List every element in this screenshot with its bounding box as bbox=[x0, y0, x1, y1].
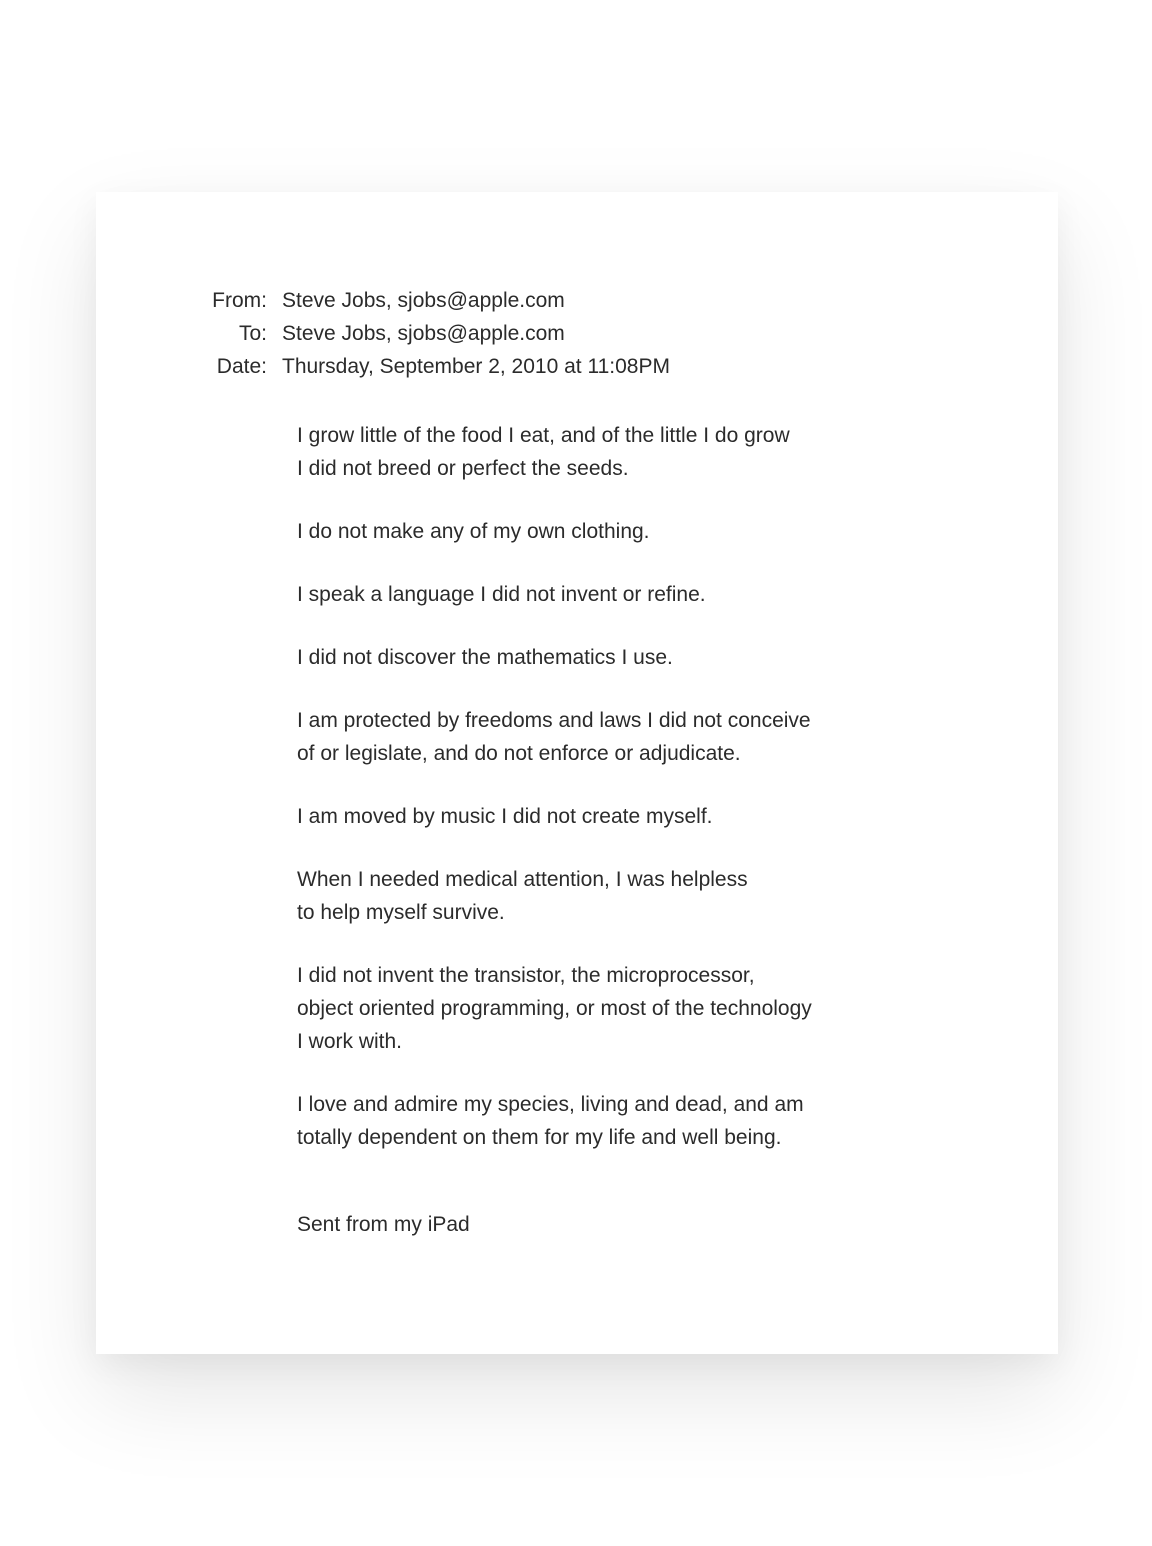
header-date-label: Date: bbox=[216, 355, 267, 378]
header-date bbox=[96, 350, 1058, 383]
email-page bbox=[96, 192, 1058, 1354]
header-from bbox=[96, 284, 1058, 317]
body-paragraph: I do not make any of my own clothing. bbox=[297, 520, 650, 543]
email-headers bbox=[96, 284, 1058, 383]
header-from-value: Steve Jobs, sjobs@apple.com bbox=[282, 289, 565, 312]
body-paragraph: I did not discover the mathematics I use. bbox=[297, 646, 673, 669]
header-from-label: From: bbox=[212, 289, 267, 312]
body-paragraph: I speak a language I did not invent or refine. bbox=[297, 583, 706, 606]
header-to-value: Steve Jobs, sjobs@apple.com bbox=[282, 322, 565, 345]
header-to-label: To: bbox=[238, 322, 267, 345]
body-paragraph: I did not invent the transistor, the microprocessor, object oriented programming, or most of the technology I work with. bbox=[297, 964, 812, 1053]
body-paragraph: I am moved by music I did not create myself. bbox=[297, 805, 713, 828]
header-to bbox=[96, 317, 1058, 350]
body-paragraph: I grow little of the food I eat, and of the little I do grow I did not breed or perfect the seeds. bbox=[297, 424, 790, 480]
email-signature: Sent from my iPad bbox=[297, 1213, 470, 1236]
email-body bbox=[297, 419, 937, 1271]
body-paragraph: When I needed medical attention, I was helpless to help myself survive. bbox=[297, 868, 748, 924]
header-date-value: Thursday, September 2, 2010 at 11:08PM bbox=[282, 355, 670, 378]
body-paragraph: I am protected by freedoms and laws I did not conceive of or legislate, and do not enforce or adjudicate. bbox=[297, 709, 811, 765]
body-paragraph: I love and admire my species, living and dead, and am totally dependent on them for my life and well being. bbox=[297, 1093, 804, 1149]
